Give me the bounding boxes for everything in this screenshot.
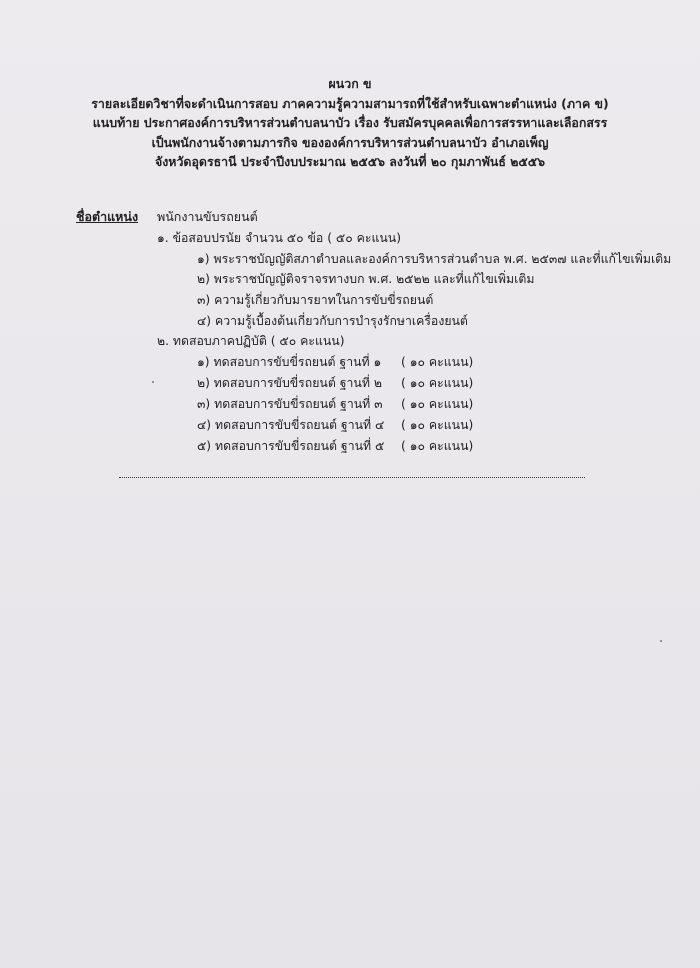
section2-item — [197, 395, 474, 414]
position-label: ชื่อตำแหน่ง — [76, 209, 139, 224]
section2-item — [197, 374, 474, 393]
document-header — [0, 74, 700, 172]
section1-heading: ๑. ข้อสอบปรนัย จำนวน ๕๐ ข้อ ( ๕๐ คะแนน) — [157, 231, 401, 245]
section2-item-points: ( ๑๐ คะแนน) — [401, 397, 474, 411]
section2-item-label: ๑) ทดสอบการขับขี่รถยนต์ ฐานที่ ๑ — [197, 355, 382, 369]
section2-item-label: ๓) ทดสอบการขับขี่รถยนต์ ฐานที่ ๓ — [197, 397, 383, 411]
section1-item: ๑) พระราชบัญญัติสภาตำบลและองค์การบริหารส่วนตำบล พ.ศ. ๒๕๓๗ และที่แก้ไขเพิ่มเติม — [197, 252, 672, 266]
header-line-2: แนบท้าย ประกาศองค์การบริหารส่วนตำบลนาบัว เรื่อง รับสมัครบุคคลเพื่อการสรรหาและเลือกสรร — [92, 115, 608, 130]
section1-item: ๒) พระราชบัญญัติจราจรทางบก พ.ศ. ๒๕๒๒ และที่แก้ไขเพิ่มเติม — [197, 272, 535, 286]
section2-item — [197, 353, 474, 372]
section2-item-points: ( ๑๐ คะแนน) — [401, 418, 474, 432]
section1-item: ๔) ความรู้เบื้องต้นเกี่ยวกับการบำรุงรักษาเครื่องยนต์ — [197, 314, 468, 328]
section2-item-label: ๕) ทดสอบการขับขี่รถยนต์ ฐานที่ ๕ — [197, 439, 385, 453]
section2-item-label: ๔) ทดสอบการขับขี่รถยนต์ ฐานที่ ๔ — [197, 418, 385, 432]
section2-item — [197, 416, 474, 435]
scan-speck — [660, 640, 662, 642]
section2-item-label: ๒) ทดสอบการขับขี่รถยนต์ ฐานที่ ๒ — [197, 376, 382, 390]
section2-item-points: ( ๑๐ คะแนน) — [401, 439, 474, 453]
section2-item-points: ( ๑๐ คะแนน) — [401, 376, 474, 390]
section2-heading: ๒. ทดสอบภาคปฏิบัติ ( ๕๐ คะแนน) — [157, 334, 345, 348]
header-line-1: รายละเอียดวิชาที่จะดำเนินการสอบ ภาคความรู้ความสามารถที่ใช้สำหรับเฉพาะตำแหน่ง (ภาค ข) — [91, 95, 609, 111]
section1-item: ๓) ความรู้เกี่ยวกับมารยาทในการขับขี่รถยนต์ — [197, 293, 434, 307]
dotted-end-rule — [119, 477, 585, 478]
section2-item-points: ( ๑๐ คะแนน) — [401, 355, 474, 369]
header-line-4: จังหวัดอุดรธานี ประจำปีงบประมาณ ๒๕๕๖ ลงวันที่ ๒๐ กุมภาพันธ์ ๒๕๕๖ — [154, 154, 545, 169]
annex-title: ผนวก ข — [328, 76, 372, 91]
position-value: พนักงานขับรถยนต์ — [157, 209, 258, 224]
section2-item — [197, 437, 474, 456]
scan-speck — [152, 381, 154, 383]
header-line-3: เป็นพนักงานจ้างตามภารกิจ ขององค์การบริหารส่วนตำบลนาบัว อำเภอเพ็ญ — [151, 134, 549, 150]
